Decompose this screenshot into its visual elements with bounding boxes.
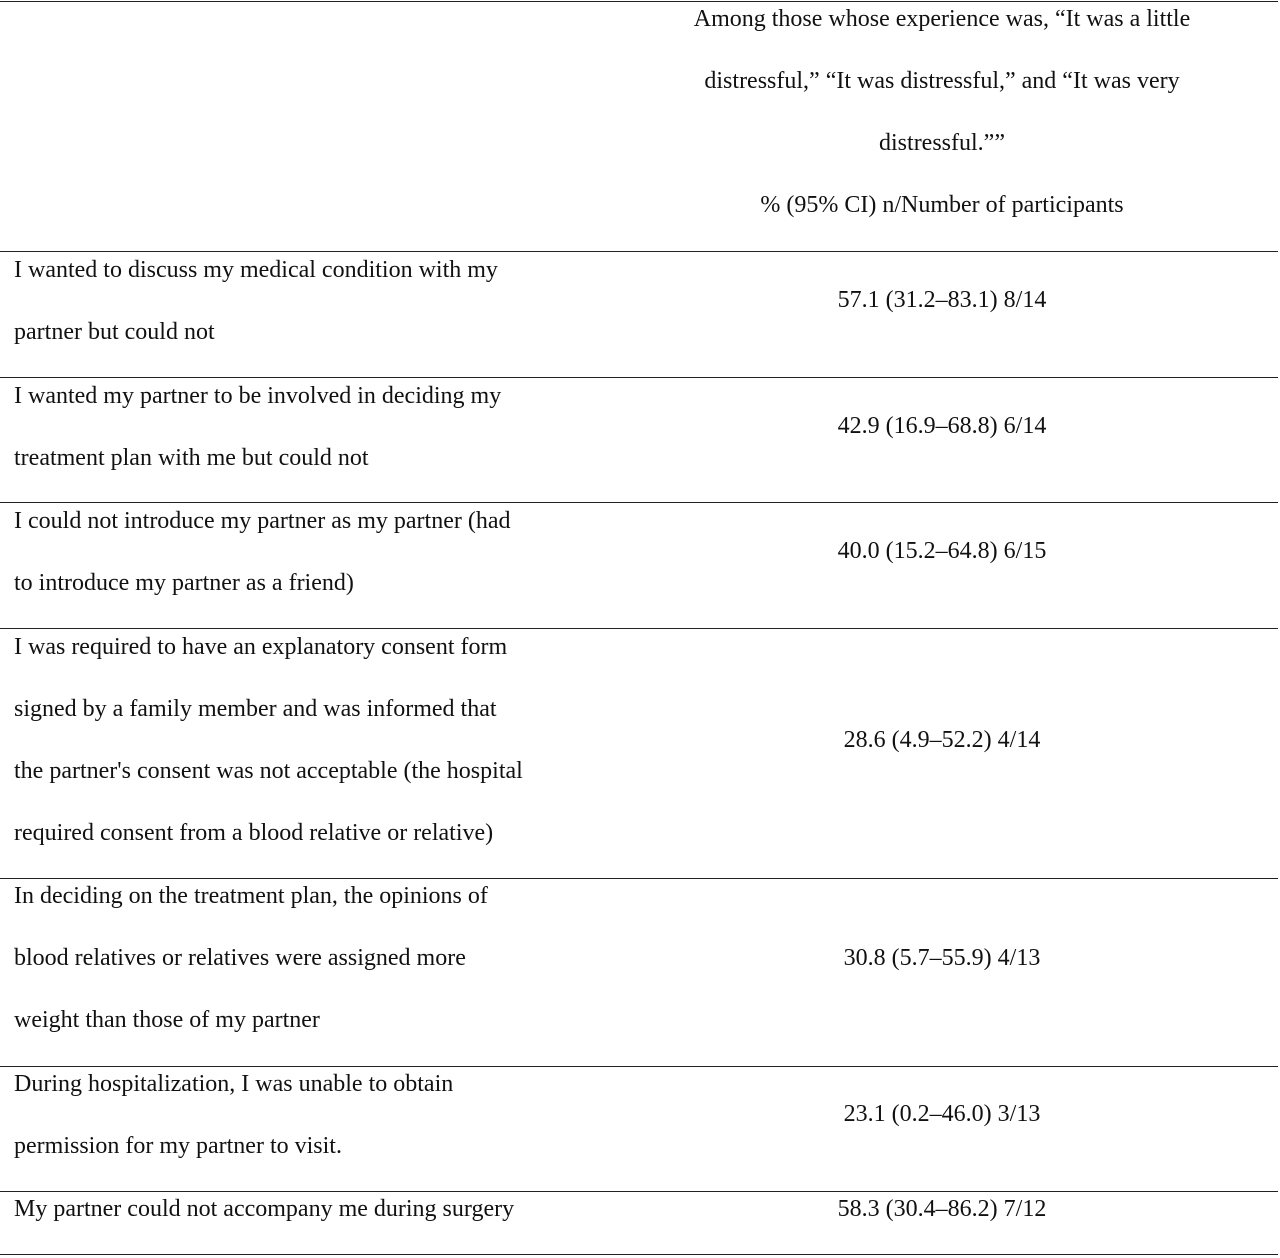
row-label [14, 490, 606, 614]
row-label [14, 616, 606, 864]
row-label-line: the partner's consent was not acceptable (the hospital [14, 758, 523, 784]
row-label-line: I was required to have an explanatory consent form [14, 634, 508, 660]
row-value: 28.6 (4.9–52.2) 4/14 [843, 727, 1041, 753]
row-label-line: I wanted to discuss my medical condition with my [14, 257, 498, 283]
column-header-line: distressful.”ˮ [879, 130, 1005, 156]
row-label [14, 1178, 606, 1240]
row-label [14, 1053, 606, 1177]
row-label [14, 365, 606, 489]
row-label-line: My partner could not accompany me during surgery [14, 1196, 515, 1222]
row-label-line: treatment plan with me but could not [14, 445, 369, 471]
row-value: 30.8 (5.7–55.9) 4/13 [843, 945, 1041, 971]
table-row [0, 378, 1278, 503]
row-label-line: blood relatives or relatives were assigned more [14, 945, 466, 971]
table-row [0, 1067, 1278, 1192]
table-row [0, 1192, 1278, 1255]
row-value: 42.9 (16.9–68.8) 6/14 [837, 413, 1047, 439]
table-row [0, 879, 1278, 1066]
column-header-line: Among those whose experience was, “It was a little [693, 6, 1191, 32]
row-label [14, 865, 606, 1051]
row-label-line: required consent from a blood relative or relative) [14, 820, 494, 846]
bottom-rule [0, 1254, 1278, 1255]
row-value: 58.3 (30.4–86.2) 7/12 [837, 1196, 1047, 1222]
row-label-line: I wanted my partner to be involved in deciding my [14, 383, 502, 409]
row-value: 23.1 (0.2–46.0) 3/13 [843, 1101, 1041, 1127]
row-label-line: weight than those of my partner [14, 1007, 320, 1033]
row-label-line: In deciding on the treatment plan, the opinions of [14, 883, 488, 909]
row-label-line: I could not introduce my partner as my partner (had [14, 508, 511, 534]
row-label-line: to introduce my partner as a friend) [14, 570, 354, 596]
table-row [0, 629, 1278, 878]
row-label [14, 239, 606, 363]
row-label-line: signed by a family member and was informed that [14, 696, 497, 722]
column-header-stat: % (95% CI) n/Number of participants [760, 192, 1124, 218]
row-value: 57.1 (31.2–83.1) 8/14 [837, 287, 1047, 313]
row-value: 40.0 (15.2–64.8) 6/15 [837, 538, 1047, 564]
row-label-line: permission for my partner to visit. [14, 1133, 342, 1159]
row-label-line: partner but could not [14, 319, 215, 345]
table-row [0, 252, 1278, 377]
column-header [606, 0, 1278, 238]
table-row [0, 503, 1278, 628]
row-label-line: During hospitalization, I was unable to obtain [14, 1071, 454, 1097]
column-header-line: distressful,” “It was distressful,” and “It was very [704, 68, 1180, 94]
